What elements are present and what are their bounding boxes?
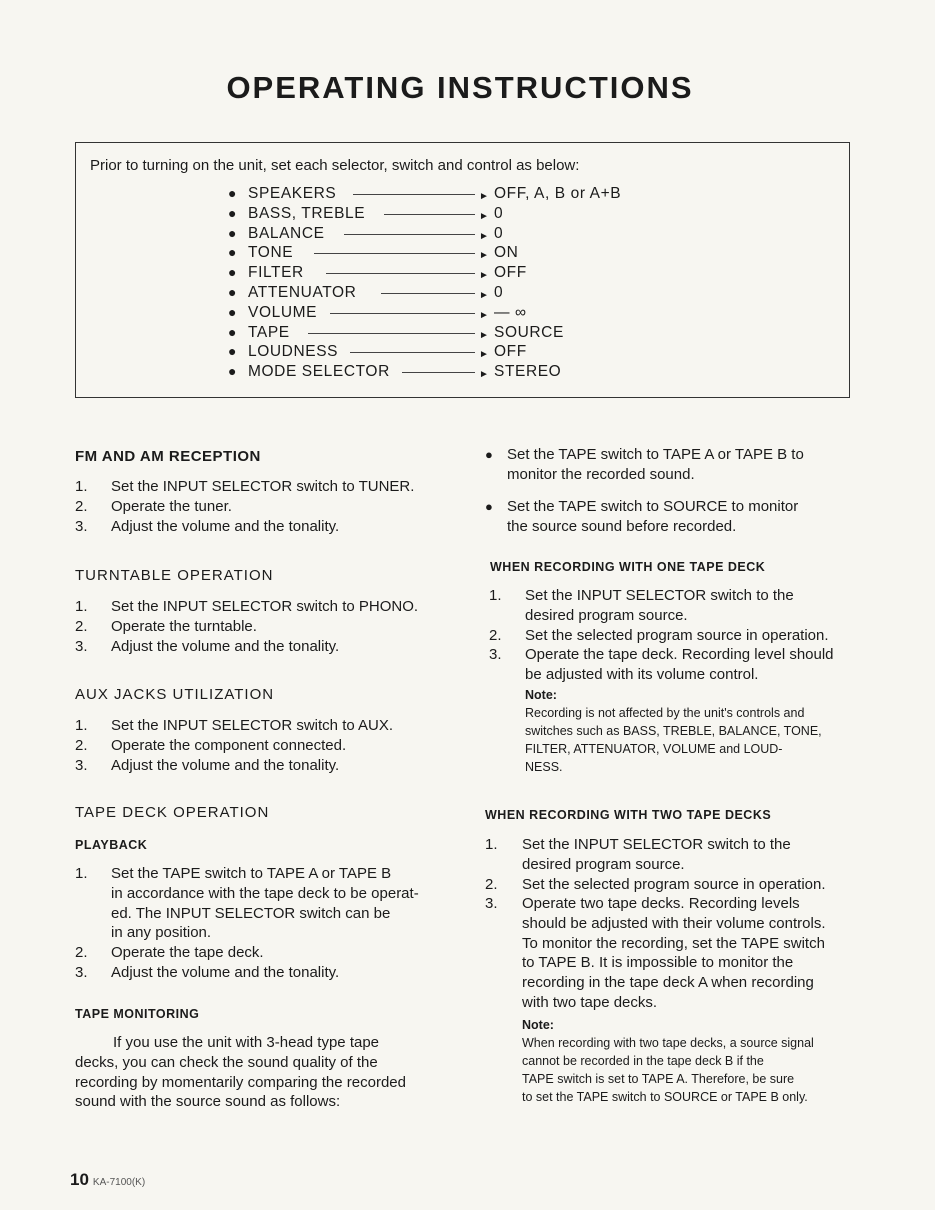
setting-value: STEREO — [494, 363, 562, 381]
step-text — [522, 835, 791, 875]
setting-value: ON — [494, 244, 519, 262]
step-number: 3. — [489, 646, 502, 663]
text-line: the source sound before recorded. — [507, 517, 737, 535]
step-text — [525, 645, 834, 685]
setting-name: BALANCE — [248, 224, 325, 242]
text-line: decks, you can check the sound quality of the — [75, 1053, 378, 1071]
section-heading: FM AND AM RECEPTION — [75, 448, 261, 465]
note-label: Note: — [522, 1018, 554, 1032]
bullet-icon: ● — [228, 224, 238, 241]
arrow-icon: ► — [479, 250, 490, 262]
model-code: KA-7100(K) — [92, 1177, 146, 1188]
step-number: 3. — [485, 895, 498, 912]
text-line: sound with the source sound as follows: — [75, 1093, 341, 1111]
arrow-icon: ► — [479, 369, 490, 381]
bullet-icon: ● — [228, 244, 238, 261]
bullet-icon: ● — [485, 499, 493, 514]
arrow-icon: ► — [479, 349, 490, 361]
step-number: 3. — [75, 757, 88, 774]
note-label: Note: — [525, 688, 557, 702]
setting-name: TONE — [248, 244, 294, 262]
step-number: 2. — [75, 618, 88, 635]
step-number: 1. — [485, 836, 498, 853]
bullet-icon: ● — [228, 283, 238, 300]
text-line: with two tape decks. — [522, 993, 658, 1011]
left-column — [75, 0, 445, 1210]
step-text: Set the INPUT SELECTOR switch to TUNER. — [111, 478, 415, 495]
bullet-icon: ● — [228, 343, 238, 360]
step-number: 1. — [75, 478, 88, 495]
bullet-icon: ● — [485, 447, 493, 462]
text-line: Operate the tape deck. Recording level should — [525, 646, 834, 663]
setting-name: BASS, TREBLE — [248, 204, 366, 222]
page-title: OPERATING INSTRUCTIONS — [226, 70, 694, 105]
bullet-text — [507, 445, 804, 485]
step-number: 2. — [75, 498, 88, 515]
bullet-icon: ● — [228, 185, 238, 201]
bullet-icon: ● — [228, 363, 238, 380]
step-text: Adjust the volume and the tonality. — [111, 964, 340, 981]
step-number: 2. — [75, 737, 88, 754]
step-text — [525, 586, 794, 626]
text-line: switches such as BASS, TREBLE, BALANCE, TONE, — [525, 724, 822, 738]
arrow-icon: ► — [479, 210, 490, 222]
step-text — [111, 864, 419, 943]
arrow-icon: ► — [479, 191, 490, 202]
setting-value: 0 — [494, 283, 504, 301]
text-line: Operate two tape decks. Recording levels — [522, 895, 800, 912]
setting-value: 0 — [494, 224, 504, 242]
bullet-text — [507, 497, 798, 537]
setting-value: SOURCE — [494, 323, 564, 341]
text-line: desired program source. — [522, 855, 685, 873]
setting-name: MODE SELECTOR — [248, 363, 390, 381]
arrow-icon: ► — [479, 289, 490, 301]
arrow-icon: ► — [479, 270, 490, 282]
bullet-icon: ● — [228, 264, 238, 281]
setting-name: LOUDNESS — [248, 343, 339, 361]
page-number: 10 — [70, 1170, 89, 1189]
step-text: Operate the tuner. — [111, 498, 232, 515]
bullet-icon: ● — [228, 303, 238, 320]
note — [522, 1016, 814, 1106]
step-number: 1. — [75, 865, 88, 882]
step-text: Adjust the volume and the tonality. — [111, 518, 340, 535]
setting-name: TAPE — [248, 323, 290, 341]
step-number: 2. — [75, 944, 88, 961]
step-number: 2. — [489, 627, 502, 644]
note — [525, 686, 822, 776]
text-line: When recording with two tape decks, a source signal — [522, 1036, 814, 1050]
settings-intro: Prior to turning on the unit, set each selector, switch and control as below: — [90, 157, 580, 174]
step-text: Adjust the volume and the tonality. — [111, 638, 340, 655]
step-number: 3. — [75, 518, 88, 535]
step-text: Operate the tape deck. — [111, 944, 264, 961]
step-text: Set the INPUT SELECTOR switch to PHONO. — [111, 598, 419, 615]
setting-value: OFF, A, B or A+B — [494, 185, 622, 202]
subsection-heading: WHEN RECORDING WITH ONE TAPE DECK — [490, 560, 766, 574]
section-heading: TAPE DECK OPERATION — [75, 804, 270, 821]
step-number: 1. — [75, 598, 88, 615]
arrow-icon: ► — [479, 230, 490, 242]
step-text: Adjust the volume and the tonality. — [111, 757, 340, 774]
text-line: Recording is not affected by the unit's controls and — [525, 706, 805, 720]
step-number: 1. — [489, 587, 502, 604]
text-line: desired program source. — [525, 606, 688, 624]
monitoring-paragraph — [75, 1033, 406, 1112]
text-line: NESS. — [525, 760, 563, 774]
text-line: monitor the recorded sound. — [507, 465, 695, 483]
setting-name: VOLUME — [248, 303, 318, 321]
text-line: cannot be recorded in the tape deck B if the — [522, 1054, 764, 1068]
text-line: Set the INPUT SELECTOR switch to the — [525, 587, 794, 604]
step-text — [522, 894, 826, 1013]
text-line: Set the TAPE switch to TAPE A or TAPE B to — [507, 446, 804, 463]
text-line: Set the TAPE switch to SOURCE to monitor — [507, 498, 799, 515]
setting-value: — ∞ — [494, 303, 527, 321]
subsection-heading: WHEN RECORDING WITH TWO TAPE DECKS — [485, 808, 772, 822]
arrow-icon: ► — [479, 309, 490, 321]
text-line: recording by momentarily comparing the recorded — [75, 1073, 406, 1091]
bullet-icon: ● — [228, 323, 238, 340]
subsection-heading: PLAYBACK — [75, 838, 148, 852]
text-line: be adjusted with its volume control. — [525, 665, 759, 683]
setting-name: FILTER — [248, 264, 304, 282]
step-number: 3. — [75, 638, 88, 655]
right-column — [485, 0, 857, 1210]
section-heading: TURNTABLE OPERATION — [75, 567, 274, 584]
bullet-icon: ● — [228, 204, 238, 221]
text-line: ed. The INPUT SELECTOR switch can be — [111, 904, 391, 922]
text-line: Set the TAPE switch to TAPE A or TAPE B — [111, 865, 392, 882]
step-number: 2. — [485, 876, 498, 893]
step-text: Set the selected program source in operation. — [525, 627, 829, 644]
text-line: If you use the unit with 3-head type tape — [113, 1034, 380, 1051]
text-line: To monitor the recording, set the TAPE switch — [522, 934, 825, 952]
text-line: should be adjusted with their volume controls. — [522, 914, 826, 932]
step-text: Operate the turntable. — [111, 618, 257, 635]
text-line: in any position. — [111, 924, 212, 942]
step-text: Set the selected program source in operation. — [522, 876, 826, 893]
text-line: Set the INPUT SELECTOR switch to the — [522, 836, 791, 853]
step-text: Operate the component connected. — [111, 737, 347, 754]
arrow-icon: ► — [479, 329, 490, 341]
text-line: recording in the tape deck A when recording — [522, 974, 814, 992]
setting-value: OFF — [494, 343, 527, 361]
setting-name: SPEAKERS — [248, 185, 337, 202]
text-line: to set the TAPE switch to SOURCE or TAPE B only. — [522, 1090, 808, 1104]
step-text: Set the INPUT SELECTOR switch to AUX. — [111, 717, 394, 734]
subsection-heading: TAPE MONITORING — [75, 1007, 200, 1021]
step-number: 1. — [75, 717, 88, 734]
setting-value: 0 — [494, 204, 504, 222]
text-line: FILTER, ATTENUATOR, VOLUME and LOUD- — [525, 742, 783, 756]
step-number: 3. — [75, 964, 88, 981]
section-heading: AUX JACKS UTILIZATION — [75, 686, 275, 703]
page-footer — [70, 1170, 145, 1190]
text-line: TAPE switch is set to TAPE A. Therefore, be sure — [522, 1072, 795, 1086]
setting-name: ATTENUATOR — [248, 283, 357, 301]
text-line: to TAPE B. It is impossible to monitor the — [522, 954, 794, 972]
text-line: in accordance with the tape deck to be operat- — [111, 884, 419, 902]
setting-value: OFF — [494, 264, 527, 282]
